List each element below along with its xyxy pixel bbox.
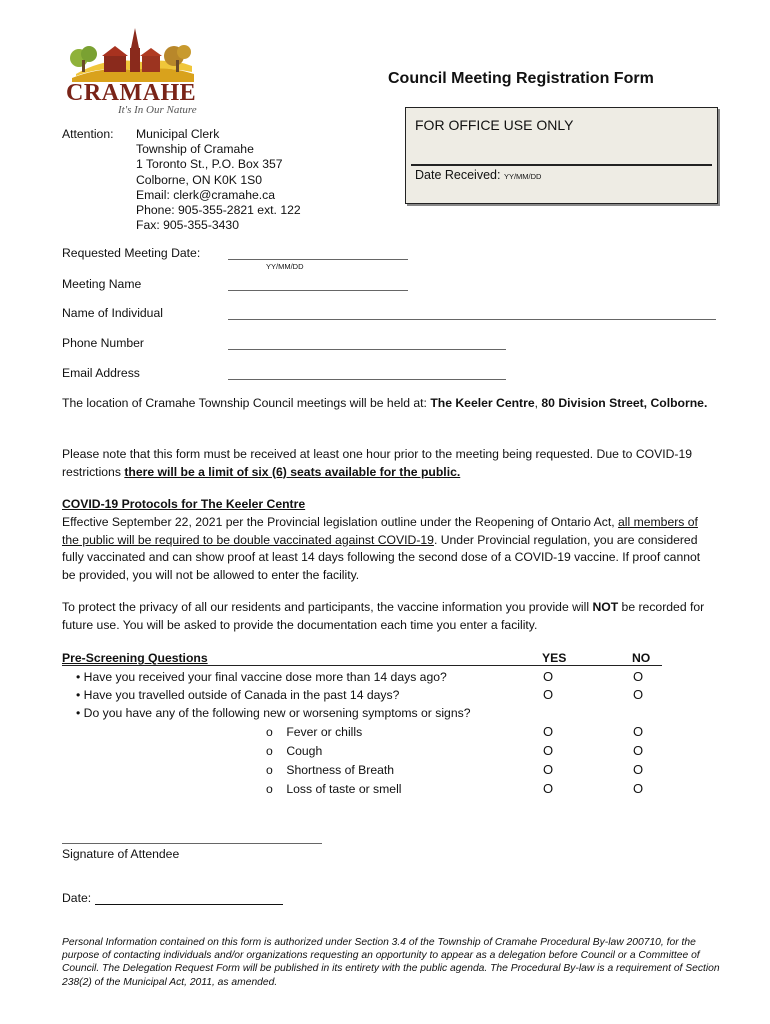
logo-tagline: It's In Our Nature: [118, 104, 197, 116]
symptom-item: o Fever or chills: [266, 725, 363, 739]
meeting-name-field[interactable]: [228, 290, 408, 291]
address-line: Township of Cramahe: [136, 142, 254, 157]
fever-yes-option[interactable]: O: [543, 724, 554, 739]
yes-column-header: YES: [542, 651, 567, 665]
q2-no-option[interactable]: O: [633, 687, 644, 702]
venue-address: 80 Division Street, Colborne.: [541, 396, 708, 410]
covid-paragraph: Effective September 22, 2021 per the Provincial legislation outline under the Reopening of Ontario Act, all members of the public will be required to be double vaccinated against COVID-19. Under Provincial regulation, you are considered fully vaccinated and can show proof at least 14 days following the second dose of a COVID-19 vaccine. If proof cannot be provided, you will not be allowed to enter the facility.: [62, 515, 701, 582]
office-divider: [411, 164, 712, 166]
meeting-date-hint: YY/MM/DD: [266, 262, 304, 271]
email-address-field[interactable]: [228, 379, 506, 380]
phone-number-field[interactable]: [228, 349, 506, 350]
phone-number-label: Phone Number: [62, 336, 144, 350]
notice-paragraph: Please note that this form must be received at least one hour prior to the meeting being requested. Due to COVID-19 restrictions there will be a limit of six (6) seats available for the public.: [62, 447, 693, 479]
signature-field[interactable]: [62, 843, 322, 844]
symptom-item: o Cough: [266, 744, 323, 758]
attention-label: Attention:: [62, 127, 114, 141]
meeting-date-label: Requested Meeting Date:: [62, 246, 201, 260]
office-use-box: [405, 107, 718, 204]
cough-no-option[interactable]: O: [633, 743, 644, 758]
fever-no-option[interactable]: O: [633, 724, 644, 739]
q2-yes-option[interactable]: O: [543, 687, 554, 702]
address-line: Colborne, ON K0K 1S0: [136, 172, 263, 187]
taste-no-option[interactable]: O: [633, 781, 644, 796]
date-format-hint: YY/MM/DD: [503, 172, 542, 181]
symptom-item: o Loss of taste or smell: [266, 782, 402, 796]
privacy-paragraph: To protect the privacy of all our residents and participants, the vaccine information you provide will NOT be recorded for future use. You will be asked to provide the documentation each time you enter a facility.: [62, 600, 705, 632]
screening-heading: Pre-Screening Questions: [62, 651, 208, 665]
contact-email: Email: clerk@cramahe.ca: [136, 187, 276, 202]
seat-limit-notice: there will be a limit of six (6) seats available for the public.: [124, 464, 461, 479]
meeting-date-field[interactable]: [228, 259, 408, 260]
privacy-footer: Personal Information contained on this form is authorized under Section 3.4 of the Township of Cramahe Procedural By-law 200710, for the purpose of contacting individuals and/or organizations requesting an opportunity to appear as a delegation before Council or a Committee of Council. The Delegation Request Form will be published in its entirety with the public agenda. The Procedural By-law is a requirement of Section 238(2) of the Municipal Act, 2011, as amended.: [62, 937, 720, 988]
venue-name: The Keeler Centre: [430, 396, 535, 410]
screening-question: • Have you travelled outside of Canada in the past 14 days?: [76, 688, 400, 702]
cough-yes-option[interactable]: O: [543, 743, 554, 758]
individual-name-label: Name of Individual: [62, 306, 163, 320]
logo-wordmark: CRAMAHE: [66, 80, 197, 106]
meeting-name-label: Meeting Name: [62, 277, 142, 291]
cramahe-logo: [62, 26, 202, 116]
q1-no-option[interactable]: O: [633, 669, 644, 684]
date-field[interactable]: [95, 904, 283, 905]
contact-fax: Fax: 905-355-3430: [136, 218, 239, 233]
date-received-label: Date Received: YY/MM/DD: [415, 168, 542, 182]
office-use-title: FOR OFFICE USE ONLY: [415, 117, 574, 133]
location-paragraph: The location of Cramahe Township Council meetings will be held at: The Keeler Centre, 80 Division Street, Colborne.: [62, 396, 708, 410]
individual-name-field[interactable]: [228, 319, 716, 320]
date-label: Date:: [62, 891, 92, 905]
symptom-item: o Shortness of Breath: [266, 763, 395, 777]
breath-yes-option[interactable]: O: [543, 762, 554, 777]
no-column-header: NO: [632, 651, 651, 665]
vaccination-requirement: all members of the public will be required to be double vaccinated against COVID-19: [62, 515, 698, 547]
form-title: Council Meeting Registration Form: [388, 70, 654, 87]
screening-question: • Do you have any of the following new or worsening symptoms or signs?: [76, 706, 471, 720]
covid-heading: COVID-19 Protocols for The Keeler Centre: [62, 497, 306, 511]
email-address-label: Email Address: [62, 366, 140, 380]
address-line: Municipal Clerk: [136, 127, 220, 141]
address-line: 1 Toronto St., P.O. Box 357: [136, 157, 283, 172]
screening-question: • Have you received your final vaccine dose more than 14 days ago?: [76, 670, 447, 684]
recipient-address: [136, 127, 301, 233]
contact-phone: Phone: 905-355-2821 ext. 122: [136, 203, 301, 218]
q1-yes-option[interactable]: O: [543, 669, 554, 684]
breath-no-option[interactable]: O: [633, 762, 644, 777]
signature-label: Signature of Attendee: [62, 847, 180, 861]
taste-yes-option[interactable]: O: [543, 781, 554, 796]
